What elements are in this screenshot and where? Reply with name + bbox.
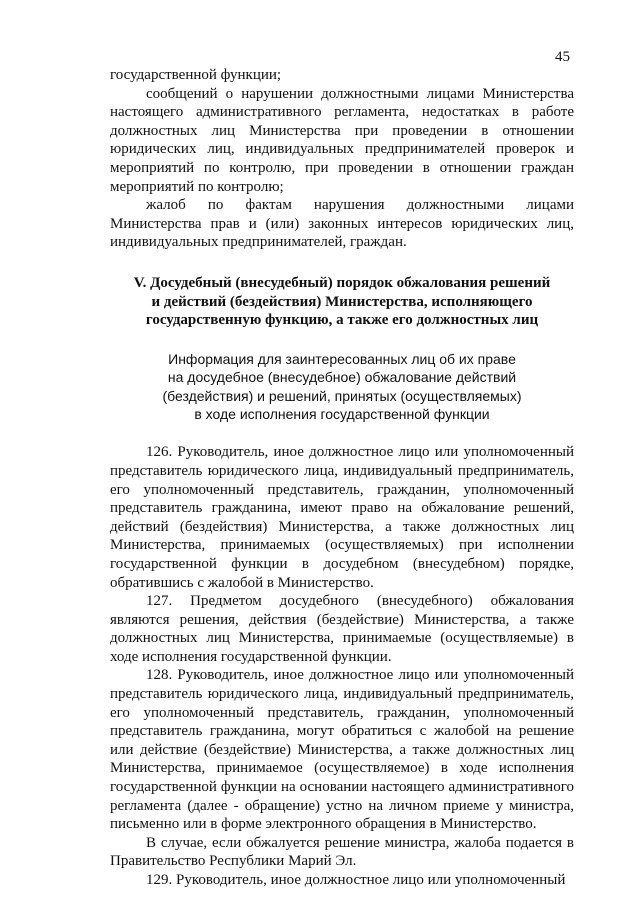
subsection-heading-line: (бездействия) и решений, принятых (осуществляемых) (162, 387, 522, 404)
paragraph-complaints: жалоб по фактам нарушения должностными лицами Министерства прав и (или) законных интересов юридических лиц, индивидуальных предпринимателей, граждан. (110, 197, 574, 251)
subsection-heading-line: в ходе исполнения государственной функции (194, 405, 490, 422)
subsection-heading-line: на досудебное (внесудебное) обжалование действий (167, 369, 517, 386)
section-heading-line: V. Досудебный (внесудебный) порядок обжалования решений (133, 274, 551, 291)
paragraph-128: 128. Руководитель, иное должностное лицо или уполномоченный представитель юридического лица, индивидуальный предприниматель, его уполномоченный представитель, гражданин, уполномоченный представитель гражданина, могут обратиться с жалобой на решение или действие (бездействие) Министерства, а также должностных лиц Министерства, принимаемое (осуществляемое) в ходе исполнения государственной функции на основании настоящего административного регламента (далее - обращение) устно на личном приеме у министра, письменно или в форме электронного обращения в Министерство. (110, 667, 574, 833)
section-heading (110, 274, 574, 330)
document-body (110, 66, 574, 890)
paragraph-129: 129. Руководитель, иное должностное лицо или уполномоченный (146, 872, 566, 888)
page-number: 45 (555, 49, 570, 65)
paragraph-127: 127. Предметом досудебного (внесудебного) обжалования являются решения, действия (бездействие) Министерства, а также должностных лиц Министерства, принимаемые (осуществляемые) в ходе исполнения государственной функции. (110, 593, 574, 665)
subsection-heading (110, 350, 574, 424)
paragraph-126: 126. Руководитель, иное должностное лицо или уполномоченный представитель юридического лица, индивидуальный предприниматель, его уполномоченный представитель, гражданин, уполномоченный представитель гражданина, имеют право на обжалование решений, действий (бездействия) Министерства, а также должностных лиц Министерства, принимаемых (осуществляемых) при исполнении государственной функции в досудебном (внесудебном) порядке, обратившись с жалобой в Министерство. (110, 444, 574, 591)
paragraph-violations-reports: сообщений о нарушении должностными лицами Министерства настоящего административного регламента, недостатках в работе должностных лиц Министерства при проведении в отношении юридических лиц, индивидуальных предпринимателей проверок и мероприятий по контролю, при проведении в отношении граждан мероприятий по контролю; (110, 85, 574, 195)
section-heading-line: и действий (бездействия) Министерства, исполняющего (151, 293, 533, 310)
paragraph-minister-decision: В случае, если обжалуется решение министра, жалоба подается в Правительство Республики Марий Эл. (110, 834, 574, 870)
subsection-heading-line: Информация для заинтересованных лиц об их праве (168, 350, 516, 367)
paragraph-continuation: государственной функции; (110, 67, 282, 83)
section-heading-line: государственную функцию, а также его должностных лиц (145, 312, 539, 329)
